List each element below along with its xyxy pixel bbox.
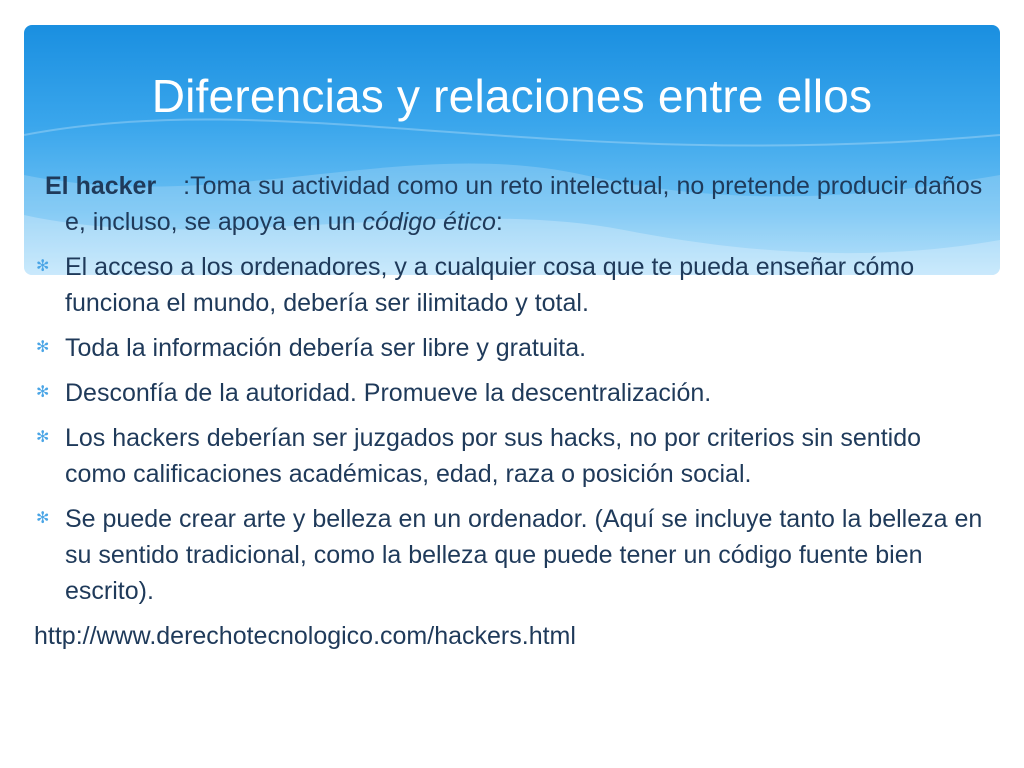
list-item-text: El acceso a los ordenadores, y a cualquier cosa que te pueda enseñar cómo funciona el mundo, debería ser ilimitado y total. (65, 253, 915, 317)
list-item (34, 420, 984, 492)
asterisk-bullet-icon: ✻ (36, 510, 50, 527)
list-item (34, 330, 984, 366)
list-item (34, 249, 984, 321)
list-item-text: Desconfía de la autoridad. Promueve la descentralización. (65, 379, 712, 407)
list-item (34, 375, 984, 411)
asterisk-bullet-icon: ✻ (36, 384, 50, 401)
intro-paragraph (34, 168, 984, 240)
list-item-text: Se puede crear arte y belleza en un ordenador. (Aquí se incluye tanto la belleza en su sentido tradicional, como la belleza que puede tener un código fuente bien escrito). (65, 505, 983, 605)
intro-trailing-colon: : (495, 208, 503, 236)
intro-text: :Toma su actividad como un reto intelectual, no pretende producir daños e, incluso, se apoya en un (65, 172, 983, 236)
intro-italic-term: código ético (362, 208, 496, 236)
source-url: http://www.derechotecnologico.com/hackers.html (34, 622, 576, 650)
asterisk-bullet-icon: ✻ (36, 339, 50, 356)
intro-lead: El hacker (45, 172, 157, 200)
asterisk-bullet-icon: ✻ (36, 258, 50, 275)
list-item-text: Toda la información debería ser libre y gratuita. (65, 334, 587, 362)
slide-content (34, 168, 984, 663)
list-item (34, 501, 984, 609)
asterisk-bullet-icon: ✻ (36, 429, 50, 446)
list-item-text: Los hackers deberían ser juzgados por sus hacks, no por criterios sin sentido como calificaciones académicas, edad, raza o posición social. (65, 424, 922, 488)
slide-title: Diferencias y relaciones entre ellos (151, 70, 873, 122)
